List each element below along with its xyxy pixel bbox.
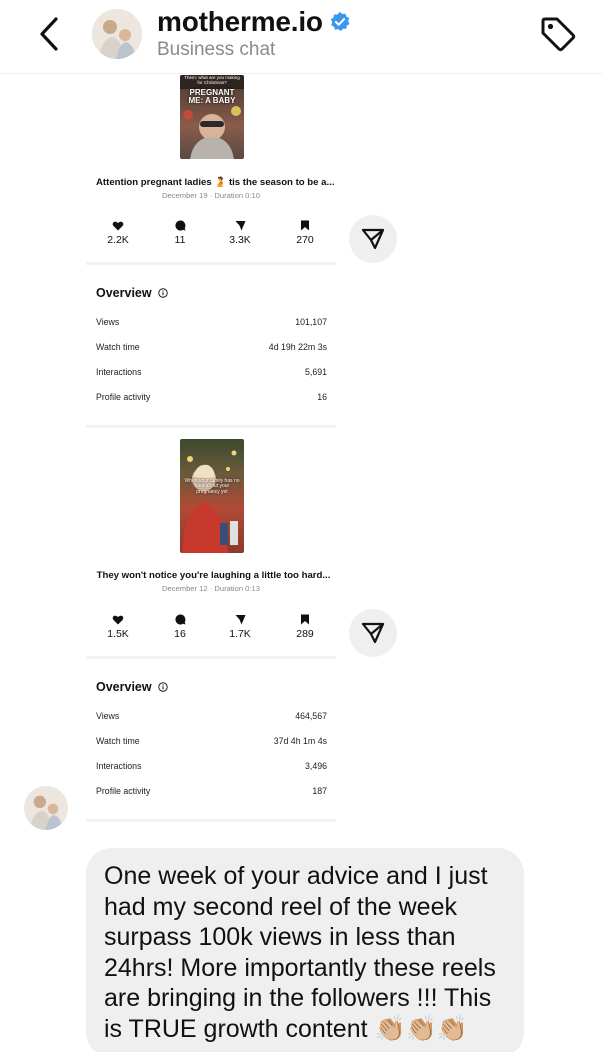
- reel-card[interactable]: [86, 439, 336, 659]
- share-reel-button[interactable]: [349, 609, 397, 657]
- divider: [86, 425, 336, 428]
- sender-avatar[interactable]: [24, 786, 68, 830]
- reel-meta: December 19 · Duration 0:10: [162, 191, 260, 200]
- tag-button[interactable]: [538, 14, 578, 54]
- share-reel-button[interactable]: [349, 215, 397, 263]
- info-icon[interactable]: [158, 682, 168, 692]
- thumbnail-caption-small: Them: what are you making for Christmas?: [184, 75, 240, 85]
- overview-row-value: 3,496: [304, 761, 327, 771]
- overview-row-label: Watch time: [96, 736, 140, 746]
- avatar[interactable]: [92, 9, 142, 59]
- shares-count: 1.7K: [229, 628, 251, 640]
- contact-name[interactable]: [157, 6, 351, 38]
- overview-title: [96, 680, 168, 694]
- comment-icon: [175, 220, 186, 231]
- comments-count: 16: [174, 628, 186, 640]
- overview-row-label: Profile activity: [96, 786, 151, 796]
- divider: [86, 262, 336, 265]
- overview-row-value: 4d 19h 22m 3s: [268, 342, 327, 352]
- reel-card[interactable]: [86, 75, 336, 265]
- overview-row-value: 187: [312, 786, 327, 796]
- overview-title: [96, 286, 168, 300]
- tag-icon: [538, 14, 578, 54]
- overview-row-value: 16: [317, 392, 327, 402]
- heart-icon: [112, 220, 124, 231]
- reel-caption: They won't notice you're laughing a little too hard...: [96, 570, 331, 581]
- comments-stat: [150, 614, 210, 640]
- overview-row-value: 5,691: [304, 367, 327, 377]
- comments-count: 11: [174, 234, 186, 246]
- shares-stat: [210, 614, 270, 640]
- message-text: One week of your advice and I just had my second reel of the week surpass 100k views in less than 24hrs! More importantly these reels are bringing in the followers !!! This is TRUE growth content 👏🏼👏🏼👏🏼: [104, 862, 496, 1043]
- thumbnail-caption-big: PREGNANT ME: A BABY: [188, 88, 236, 106]
- send-icon: [235, 614, 246, 625]
- overview-panel: [86, 270, 336, 430]
- thumbnail-caption-small: When your family has no idea about your pregnancy yet: [184, 478, 240, 495]
- reel-meta: December 12 · Duration 0:13: [162, 584, 260, 593]
- overview-row-value: 464,567: [295, 711, 327, 721]
- verified-badge-icon: [329, 11, 351, 33]
- comments-stat: [150, 220, 210, 246]
- send-icon: [361, 622, 385, 644]
- overview-title-label: Overview: [96, 680, 152, 694]
- likes-stat: [88, 614, 148, 640]
- message-bubble[interactable]: [86, 848, 524, 1052]
- divider: [86, 656, 336, 659]
- contact-name-label: motherme.io: [157, 6, 323, 37]
- reel-stats: [86, 220, 336, 250]
- overview-panel: [86, 664, 336, 824]
- chat-header: [0, 0, 602, 74]
- saves-stat: [275, 220, 335, 246]
- comment-icon: [175, 614, 186, 625]
- saves-stat: [275, 614, 335, 640]
- reel-stats: [86, 614, 336, 644]
- overview-row-label: Views: [96, 711, 120, 721]
- divider: [86, 819, 336, 822]
- overview-row-label: Watch time: [96, 342, 140, 352]
- overview-row-value: 37d 4h 1m 4s: [273, 736, 327, 746]
- likes-stat: [88, 220, 148, 246]
- overview-row-label: Interactions: [96, 367, 142, 377]
- reel-thumbnail[interactable]: [180, 439, 244, 553]
- likes-count: 1.5K: [107, 628, 129, 640]
- overview-row-label: Profile activity: [96, 392, 151, 402]
- shares-count: 3.3K: [229, 234, 251, 246]
- heart-icon: [112, 614, 124, 625]
- chevron-left-icon: [34, 14, 68, 54]
- back-button[interactable]: [34, 14, 68, 54]
- saves-count: 289: [296, 628, 314, 640]
- overview-row-label: Views: [96, 317, 120, 327]
- overview-title-label: Overview: [96, 286, 152, 300]
- bookmark-icon: [300, 614, 310, 625]
- bookmark-icon: [300, 220, 310, 231]
- send-icon: [361, 228, 385, 250]
- reel-thumbnail[interactable]: [180, 75, 244, 159]
- reel-caption: Attention pregnant ladies 🫄 tis the season to be a...: [96, 177, 335, 188]
- likes-count: 2.2K: [107, 234, 129, 246]
- header-subtitle: Business chat: [157, 39, 276, 60]
- info-icon[interactable]: [158, 288, 168, 298]
- overview-row-value: 101,107: [295, 317, 327, 327]
- saves-count: 270: [296, 234, 314, 246]
- shares-stat: [210, 220, 270, 246]
- overview-row-label: Interactions: [96, 761, 142, 771]
- send-icon: [235, 220, 246, 231]
